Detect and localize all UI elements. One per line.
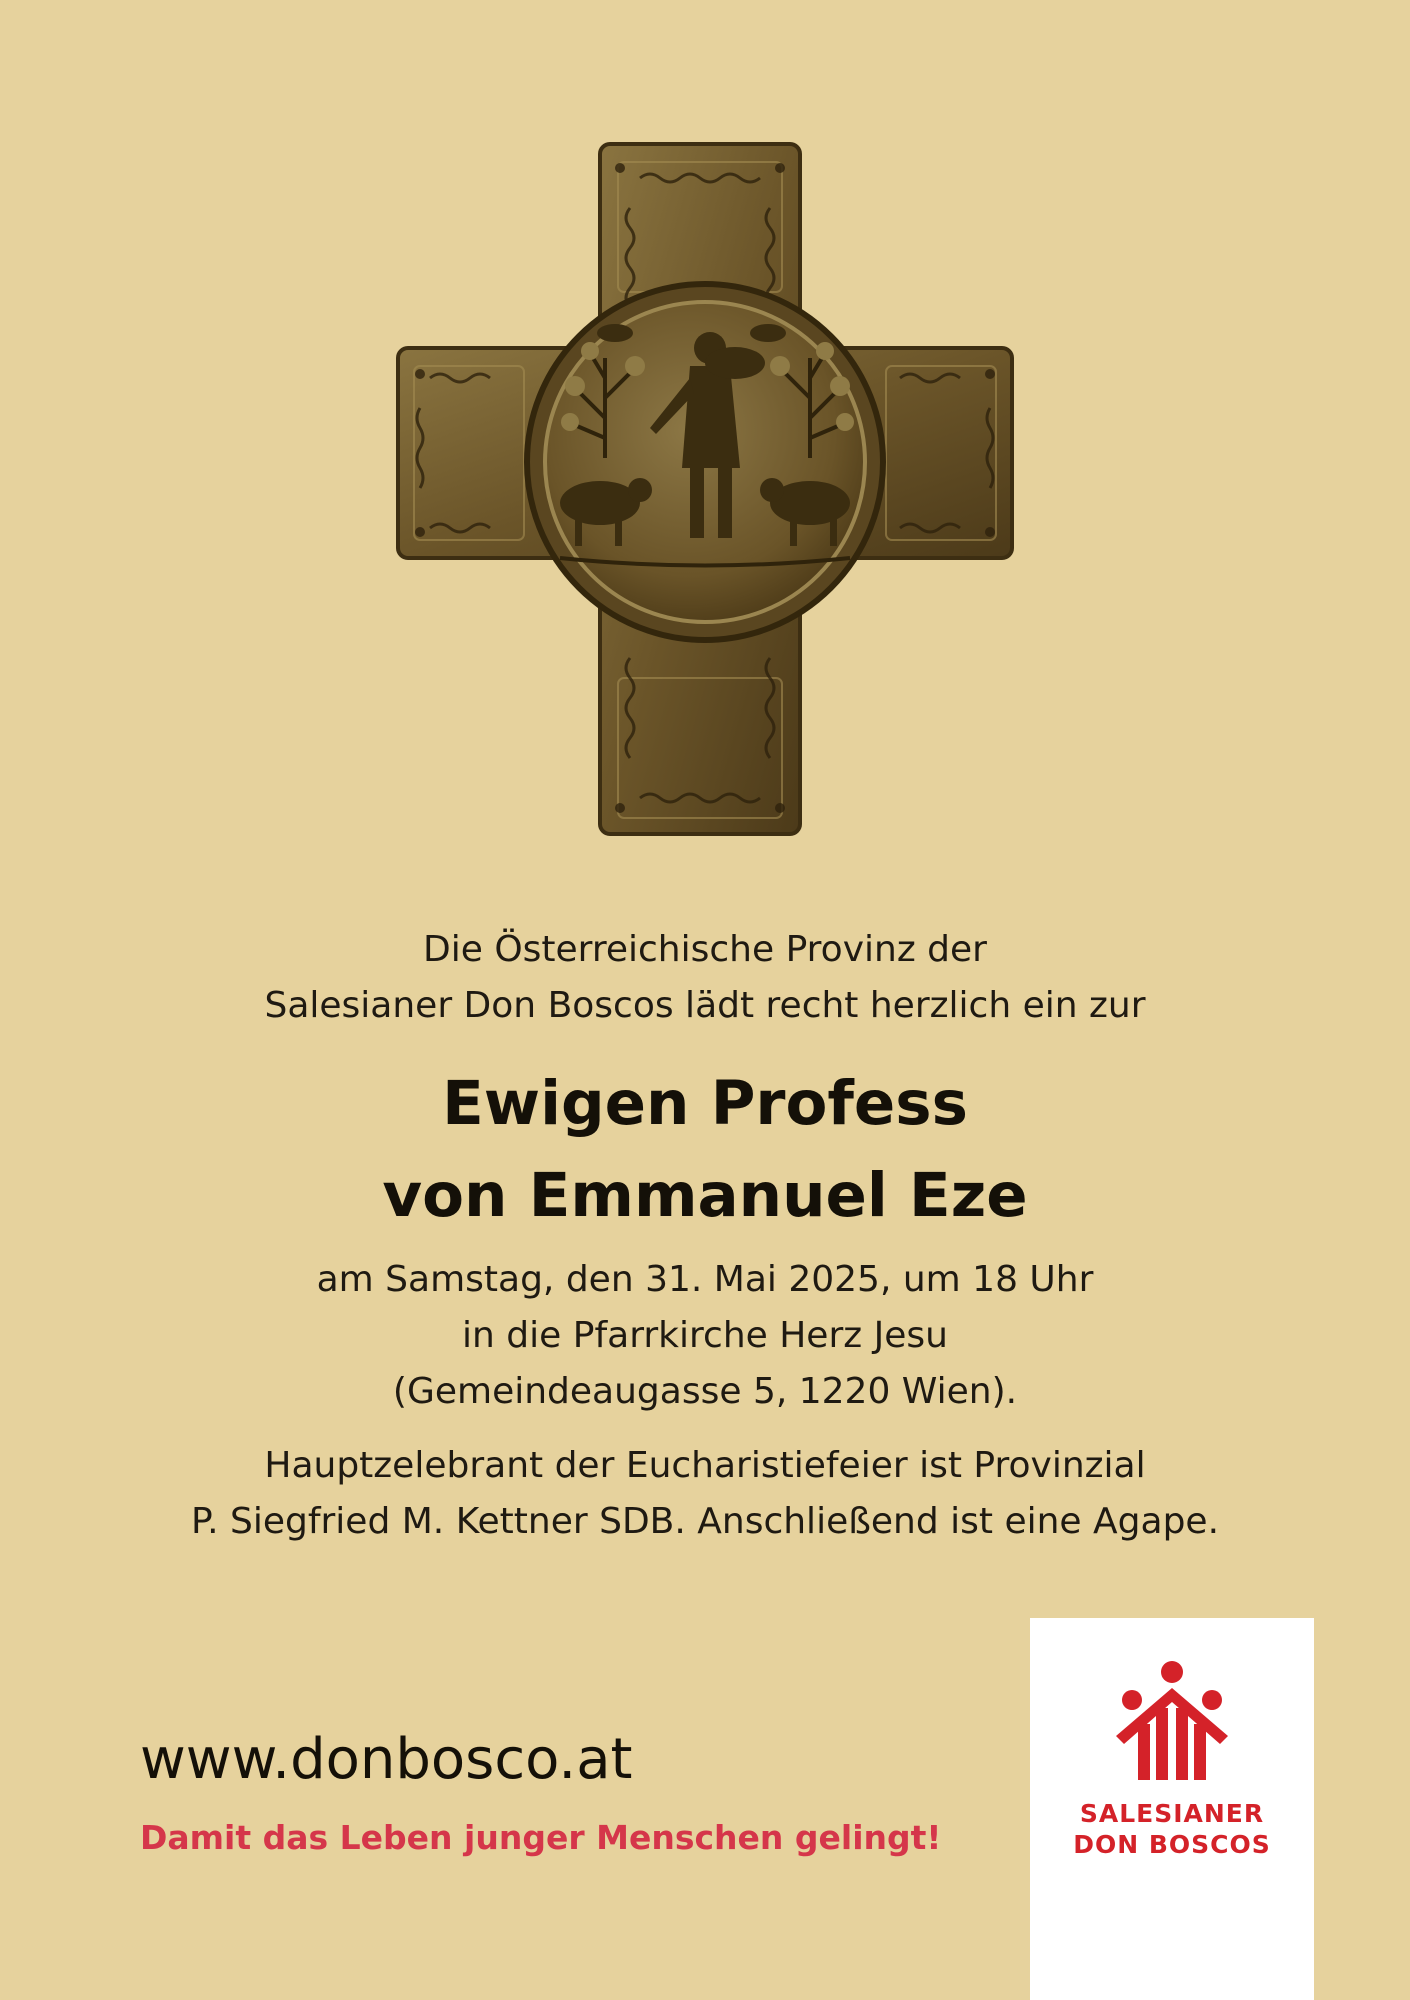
website-link[interactable]: www.donbosco.at [140, 1727, 633, 1792]
salesianer-logo [1030, 1618, 1314, 2000]
intro-line-1: Die Österreichische Provinz der [423, 929, 987, 970]
invitation-intro [0, 922, 1410, 1034]
event-title [0, 1058, 1410, 1242]
slogan: Damit das Leben junger Menschen gelingt! [140, 1818, 942, 1857]
bronze-cross-icon [390, 138, 1020, 838]
logo-line-1: SALESIANER [1079, 1799, 1265, 1828]
event-details [0, 1252, 1410, 1420]
date-time-line: am Samstag, den 31. Mai 2025, um 18 Uhr [316, 1259, 1094, 1300]
title-line-1: Ewigen Profess [442, 1068, 968, 1139]
logo-wordmark [1030, 1798, 1314, 1860]
celebrant-line-2: P. Siegfried M. Kettner SDB. Anschließend ist eine Agape. [190, 1501, 1220, 1542]
church-line: in die Pfarrkirche Herz Jesu [462, 1315, 948, 1356]
title-line-2: von Emmanuel Eze [382, 1160, 1028, 1231]
address-line: (Gemeindeaugasse 5, 1220 Wien). [392, 1371, 1018, 1412]
logo-line-2: DON BOSCOS [1073, 1830, 1271, 1859]
salesian-family-logo-icon [1108, 1658, 1236, 1786]
intro-line-2: Salesianer Don Boscos lädt recht herzlich ein zur [264, 985, 1146, 1026]
celebrant-info [0, 1438, 1410, 1550]
celebrant-line-1: Hauptzelebrant der Eucharistiefeier ist Provinzial [264, 1445, 1146, 1486]
